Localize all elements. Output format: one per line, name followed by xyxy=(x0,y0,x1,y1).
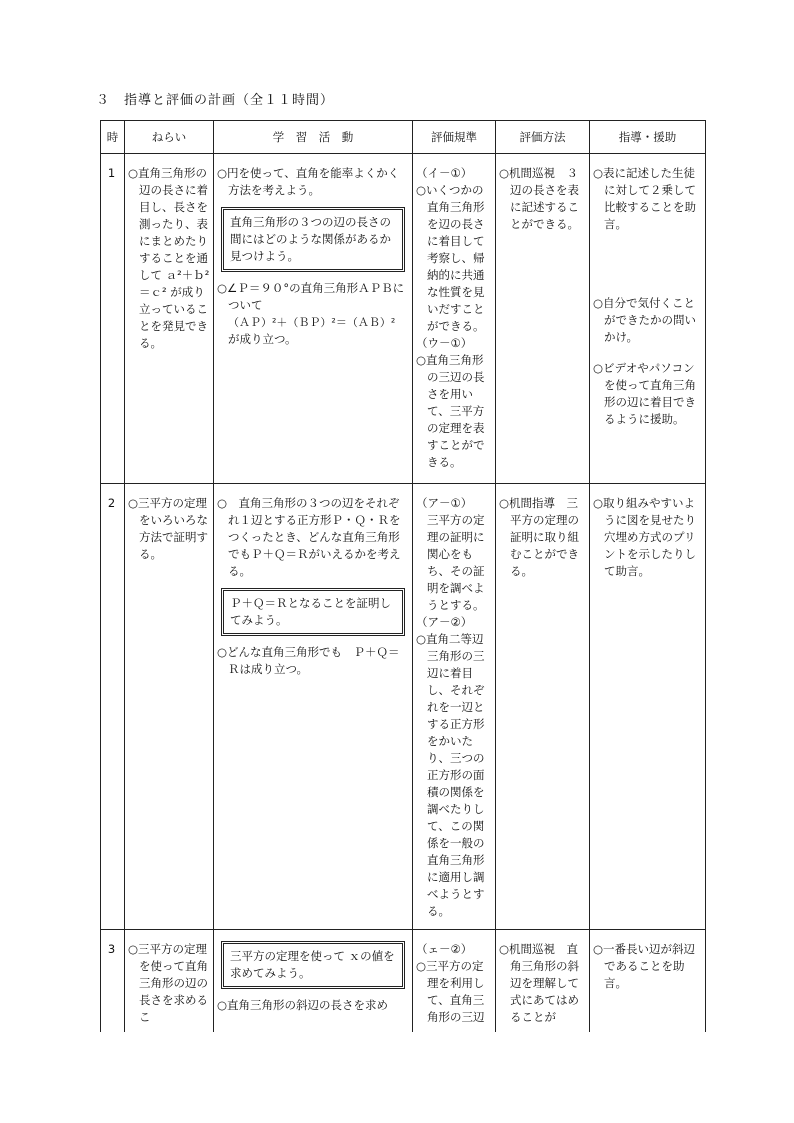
criteria-cell xyxy=(413,484,496,930)
criteria-cell xyxy=(413,930,496,1033)
criteria-text: ○直角三角形の三辺の長さを用いて、三平方の定理を表すことができる。 xyxy=(416,353,485,469)
criteria-tag: （ア－②） xyxy=(416,615,473,629)
activity-note: ○直角三角形の斜辺の長さを求め xyxy=(217,998,389,1012)
table-row xyxy=(101,930,706,1033)
aim-text: ○三平方の定理を使って直角三角形の辺の長さを求めるこ xyxy=(128,942,208,1024)
activity-lead: ○円を使って、直角を能率よくかく方法を考えよう。 xyxy=(217,166,400,197)
support-text: ○ビデオやパソコンを使って直角三角形の辺に着目できるように援助。 xyxy=(593,361,696,426)
criteria-cell xyxy=(413,154,496,484)
activity-cell xyxy=(214,484,413,930)
activity-cell xyxy=(214,154,413,484)
table-row xyxy=(101,484,706,930)
criteria-text: 三平方の定理の証明に関心をもち、その証明を調べようとする。 xyxy=(427,513,485,612)
support-text: ○自分で気付くことができたかの問いかけ。 xyxy=(593,296,696,344)
criteria-tag: （イ－①） xyxy=(416,166,473,180)
activity-lead: ○ 直角三角形の３つの辺をそれぞれ１辺とする正方形Ｐ・Ｑ・Ｒをつくったとき、どんな直角三角形でもＰ＋Ｑ＝Ｒがいえるかを考える。 xyxy=(217,496,401,578)
aim-text: ○直角三角形の辺の長さに着目し、長さを測ったり、表にまとめたりすることを通して ａ²＋ｂ²＝ｃ² が成り立っていることを発見できる。 xyxy=(128,166,210,350)
header-criteria: 評価規準 xyxy=(413,121,496,154)
method-cell xyxy=(496,484,590,930)
header-hour: 時 xyxy=(101,121,125,154)
aim-cell xyxy=(125,930,214,1033)
hour-cell: 2 xyxy=(101,484,125,930)
activity-formula: （ＡＰ）²＋（ＢＰ）²＝（ＡＢ）² xyxy=(228,316,396,329)
support-cell xyxy=(590,484,706,930)
hour-cell: 1 xyxy=(101,154,125,484)
section-heading: ３ 指導と評価の計画（全１１時間） xyxy=(96,93,335,108)
criteria-text: ○三平方の定理を利用して、直角三角形の三辺 xyxy=(416,959,485,1024)
method-text: ○机間巡視 ３辺の長さを表に記述することができる。 xyxy=(499,166,579,231)
criteria-text: ○いくつかの直角三角形を辺の長さに着目して考察し、帰納的に共通な性質を見いだすことができる。 xyxy=(416,183,485,333)
criteria-tag: （ェ－②） xyxy=(416,942,473,956)
criteria-tag: （ア－①） xyxy=(416,496,473,510)
support-text: ○表に記述した生徒に対して２乗して比較することを助言。 xyxy=(593,166,696,231)
aim-cell xyxy=(125,484,214,930)
task-box: Ｐ＋Ｑ＝Ｒとなることを証明してみよう。 xyxy=(221,588,405,636)
activity-note: ○どんな直角三角形でも Ｐ＋Ｑ＝Ｒは成り立つ。 xyxy=(217,645,400,676)
lesson-plan-table xyxy=(100,120,706,1032)
method-cell xyxy=(496,154,590,484)
criteria-text: ○直角二等辺三角形の三辺に着目し、それぞれを一辺とする正方形をかいたり、三つの正方形の面積の関係を調べたりして、この関係を一般の直角三角形に適用し調べようとする。 xyxy=(416,632,485,918)
method-text: ○机間指導 三平方の定理の証明に取り組むことができる。 xyxy=(499,496,579,578)
activity-note: ○∠Ｐ＝９０°の直角三角形ＡＰＢについて xyxy=(217,281,405,312)
support-text: ○一番長い辺が斜辺であることを助言。 xyxy=(593,942,696,990)
support-cell xyxy=(590,154,706,484)
support-text: ○取り組みやすいように図を見せたり穴埋め方式のプリントを示したりして助言。 xyxy=(593,496,696,578)
activity-note-end: が成り立つ。 xyxy=(228,332,297,346)
task-box: 三平方の定理を使って ｘの値を求めてみよう。 xyxy=(221,941,405,989)
aim-text: ○三平方の定理をいろいろな方法で証明する。 xyxy=(128,496,208,561)
task-box: 直角三角形の３つの辺の長さの間にはどのような関係があるか見つけよう。 xyxy=(221,207,405,272)
table-row xyxy=(101,154,706,484)
header-method: 評価方法 xyxy=(496,121,590,154)
header-support: 指導・援助 xyxy=(590,121,706,154)
header-activity: 学 習 活 動 xyxy=(214,121,413,154)
header-row xyxy=(101,121,706,154)
method-text: ○机間巡視 直角三角形の斜辺を理解して式にあてはめることが xyxy=(499,942,579,1024)
activity-cell xyxy=(214,930,413,1033)
aim-cell xyxy=(125,154,214,484)
method-cell xyxy=(496,930,590,1033)
header-aim: ねらい xyxy=(125,121,214,154)
criteria-tag: （ウ－①） xyxy=(416,336,473,350)
support-cell xyxy=(590,930,706,1033)
hour-cell: 3 xyxy=(101,930,125,1033)
